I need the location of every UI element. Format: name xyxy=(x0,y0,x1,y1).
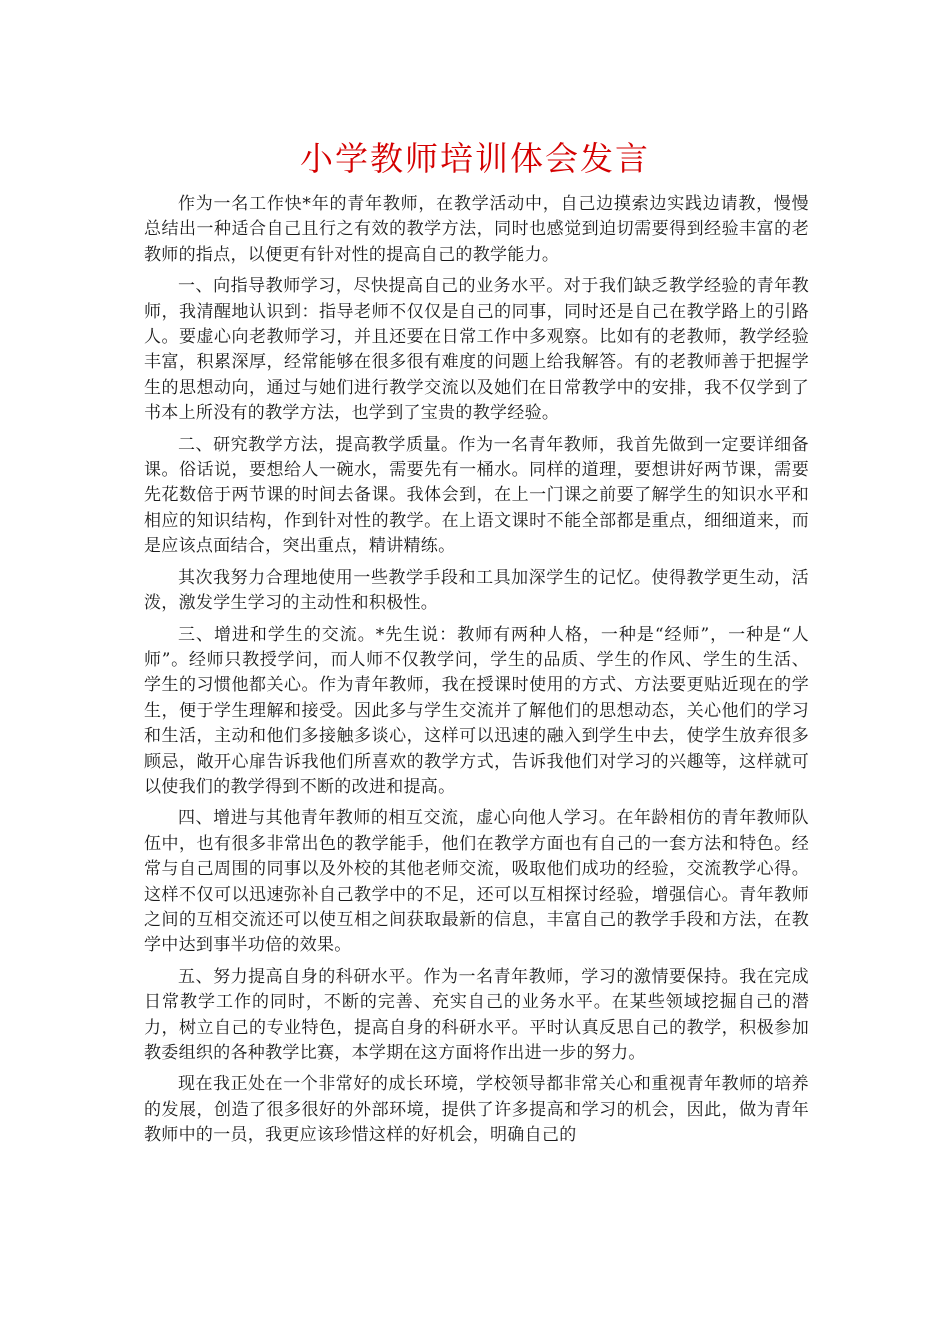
paragraph-section-1: 一、向指导教师学习，尽快提高自己的业务水平。对于我们缺乏教学经验的青年教师，我清醒地认识到：指导老师不仅仅是自己的同事，同时还是自己在教学路上的引路人。要虚心向老教师学习，并且还要在日常工作中多观察。比如有的老教师，教学经验丰富，积累深厚，经常能够在很多很有难度的问题上给我解答。有的老教师善于把握学生的思想动向，通过与她们进行教学交流以及她们在日常教学中的安排，我不仅学到了书本上所没有的教学方法，也学到了宝贵的教学经验。 xyxy=(144,276,809,424)
paragraph-section-2: 二、研究教学方法，提高教学质量。作为一名青年教师，我首先做到一定要详细备课。俗话说，要想给人一碗水，需要先有一桶水。同样的道理，要想讲好两节课，需要先花数倍于两节课的时间去备课。我体会到，在上一门课之前要了解学生的知识水平和相应的知识结构，作到针对性的教学。在上语文课时不能全部都是重点，细细道来，而是应该点面结合，突出重点，精讲精练。 xyxy=(144,434,809,557)
paragraph-conclusion: 现在我正处在一个非常好的成长环境，学校领导都非常关心和重视青年教师的培养的发展，创造了很多很好的外部环境，提供了许多提高和学习的机会，因此，做为青年教师中的一员，我更应该珍惜这样的好机会，明确自己的 xyxy=(144,1074,809,1146)
paragraph-section-3: 三、增进和学生的交流。*先生说：教师有两种人格，一种是“经师”，一种是“人师”。经师只教授学问，而人师不仅教学问，学生的品质、学生的作风、学生的生活、学生的习惯他都关心。作为青年教师，我在授课时使用的方式、方法要更贴近现在的学生，便于学生理解和接受。因此多与学生交流并了解他们的思想动态，关心他们的学习和生活，主动和他们多接触多谈心，这样可以迅速的融入到学生中去，使学生放弃很多顾忌，敞开心扉告诉我他们所喜欢的教学方式，告诉我他们对学习的兴趣等，这样就可以使我们的教学得到不断的改进和提高。 xyxy=(144,624,809,797)
paragraph-intro: 作为一名工作快*年的青年教师，在教学活动中，自己边摸索边实践边请教，慢慢总结出一种适合自己且行之有效的教学方法，同时也感觉到迫切需要得到经验丰富的老教师的指点，以便更有针对性的提高自己的教学能力。 xyxy=(144,194,809,265)
paragraph-section-5: 五、努力提高自身的科研水平。作为一名青年教师，学习的激情要保持。我在完成日常教学工作的同时，不断的完善、充实自己的业务水平。在某些领域挖掘自己的潜力，树立自己的专业特色，提高自身的科研水平。平时认真反思自己的教学，积极参加教委组织的各种教学比赛，本学期在这方面将作出进一步的努力。 xyxy=(144,966,809,1063)
paragraph-section-4: 四、增进与其他青年教师的相互交流，虚心向他人学习。在年龄相仿的青年教师队伍中，也有很多非常出色的教学能手，他们在教学方面也有自己的一套方法和特色。经常与自己周围的同事以及外校的其他老师交流，吸取他们成功的经验，交流教学心得。这样不仅可以迅速弥补自己教学中的不足，还可以互相探讨经验，增强信心。青年教师之间的互相交流还可以使互相之间获取最新的信息，丰富自己的教学手段和方法，在教学中达到事半功倍的效果。 xyxy=(144,808,809,956)
document-title: 小学教师培训体会发言 xyxy=(300,139,650,178)
document-body xyxy=(144,192,809,1155)
paragraph-section-2-continued: 其次我努力合理地使用一些教学手段和工具加深学生的记忆。使得教学更生动，活泼，激发学生学习的主动性和积极性。 xyxy=(144,567,809,614)
